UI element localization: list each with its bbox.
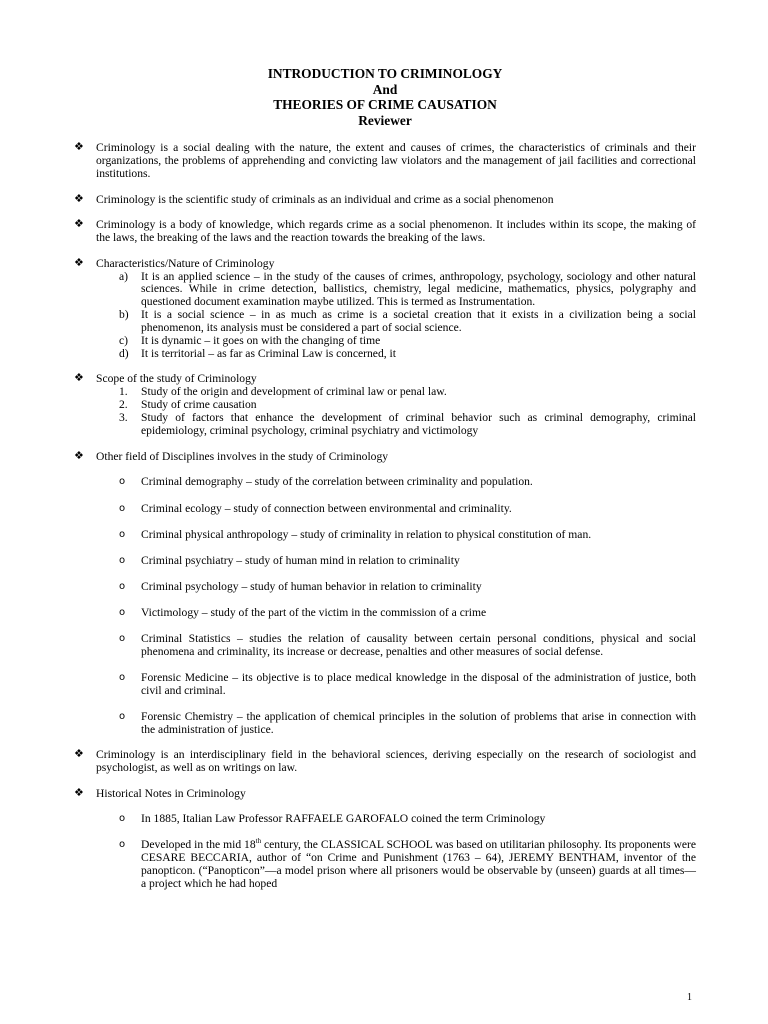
diamond-bullet-icon: ❖ (74, 747, 84, 761)
list-item: o Criminal physical anthropology – study of criminality in relation to physical constitution of man. (119, 527, 592, 541)
diamond-bullet-icon: ❖ (74, 217, 84, 231)
bullet-characteristics (74, 255, 696, 361)
bullet-text: Historical Notes in Criminology (96, 786, 246, 800)
list-item: b) It is a social science – in as much as crime is a societal creation that it exists in a civilization being a social phenomenon, its analysis must be considered a part of social science. (119, 308, 696, 335)
diamond-bullet-icon: ❖ (74, 785, 84, 799)
page-number: 1 (687, 992, 692, 1003)
list-item: o Criminal demography – study of the correlation between criminality and population. (119, 475, 533, 489)
bullet-definition-2 (74, 191, 696, 207)
title-line-2: And (372, 81, 398, 97)
circle-bullet-icon: o (119, 838, 126, 850)
circle-bullet-icon: o (119, 672, 126, 684)
bullet-text: Criminology is the scientific study of criminals as an individual and crime as a social phenomenon (96, 192, 554, 206)
circle-bullet-icon: o (119, 476, 126, 488)
list-item: c) It is dynamic – it goes on with the changing of time (119, 334, 381, 348)
list-item: o Criminal Statistics – studies the relation of causality between certain personal conditions, physical and social phenomena and criminality, its increase or decrease, penalties and other measures of social defense. (119, 632, 696, 658)
circle-bullet-icon: o (119, 606, 126, 618)
list-item: o Developed in the mid 18th century, the CLASSICAL SCHOOL was based on utilitarian philosophy. Its proponents were CESARE BECCARIA, author of “on Crime and Punishment (1763 – 64), JEREMY BENTHAM, inventor of the panopticon. (“Panopticon”—a model prison where all prisoners would be observable by (unseen) guards at all times—a project which he had hoped (119, 836, 696, 890)
bullet-definition-3 (74, 219, 696, 245)
diamond-bullet-icon: ❖ (74, 448, 84, 462)
list-item: o Victimology – study of the part of the victim in the commission of a crime (119, 605, 487, 619)
bullet-historical-notes (74, 785, 696, 891)
bullet-scope (74, 373, 696, 438)
circle-bullet-icon: o (119, 502, 126, 514)
document-title-block (74, 66, 696, 128)
circle-bullet-icon: o (119, 528, 126, 540)
list-item: a) It is an applied science – in the study of the causes of crimes, anthropology, psychology, sociology and other natural sciences. While in crime detection, ballistics, chemistry, legal medicine, mathematics, physics, polygraphy and questioned document examination maybe utilized. This is termed as Instrumentation. (119, 269, 696, 309)
list-item: o Criminal psychology – study of human behavior in relation to criminality (119, 579, 482, 593)
bullet-text: Scope of the study of Criminology (96, 372, 257, 386)
circle-bullet-icon: o (119, 580, 126, 592)
bullet-text: Criminology is a body of knowledge, which regards crime as a social phenomenon. It includes within its scope, the making of the laws, the breaking of the laws and the reaction towards the breaking of the laws. (96, 218, 696, 245)
list-item: 2. Study of crime causation (119, 398, 257, 412)
characteristics-list (96, 271, 696, 361)
diamond-bullet-icon: ❖ (74, 140, 84, 154)
circle-bullet-icon: o (119, 554, 126, 566)
diamond-bullet-icon: ❖ (74, 371, 84, 385)
bullet-text: Characteristics/Nature of Criminology (96, 256, 275, 270)
circle-bullet-icon: o (119, 813, 126, 825)
list-item: o Criminal ecology – study of connection between environmental and criminality. (119, 501, 512, 515)
bullet-definition-1 (74, 142, 696, 181)
bullet-text: Criminology is a social dealing with the nature, the extent and causes of crimes, the characteristics of criminals and their organizations, the problems of apprehending and convicting law violators and the management of jail facilities and correctional institutions. (96, 141, 696, 181)
bullet-disciplines (74, 448, 696, 737)
list-item: o Forensic Chemistry – the application of chemical principles in the solution of problems that arise in connection with the administration of justice. (119, 710, 696, 736)
list-item: d) It is territorial – as far as Criminal Law is concerned, it (119, 346, 396, 360)
list-item: o Forensic Medicine – its objective is to place medical knowledge in the disposal of the administration of justice, both civil and criminal. (119, 671, 696, 697)
circle-bullet-icon: o (119, 633, 126, 645)
diamond-bullet-icon: ❖ (74, 191, 84, 205)
title-line-4: Reviewer (358, 112, 412, 128)
list-item: o Criminal psychiatry – study of human mind in relation to criminality (119, 553, 460, 567)
bullet-interdisciplinary (74, 749, 696, 775)
bullet-text: Other field of Disciplines involves in the study of Criminology (96, 449, 389, 463)
scope-list (96, 386, 696, 438)
list-item: o In 1885, Italian Law Professor RAFFAELE GAROFALO coined the term Criminology (119, 812, 546, 826)
list-item: 3. Study of factors that enhance the development of criminal behavior such as criminal demography, criminal epidemiology, criminal psychology, criminal psychiatry and victimology (119, 411, 696, 438)
diamond-bullet-icon: ❖ (74, 255, 84, 269)
list-item: 1. Study of the origin and development of criminal law or penal law. (119, 385, 447, 399)
title-line-3: THEORIES OF CRIME CAUSATION (273, 97, 497, 113)
bullet-text: Criminology is an interdisciplinary field in the behavioral sciences, deriving especially on the research of sociologist and psychologist, as well as on writings on law. (96, 748, 696, 775)
circle-bullet-icon: o (119, 711, 126, 723)
title-line-1: INTRODUCTION TO CRIMINOLOGY (267, 66, 503, 81)
